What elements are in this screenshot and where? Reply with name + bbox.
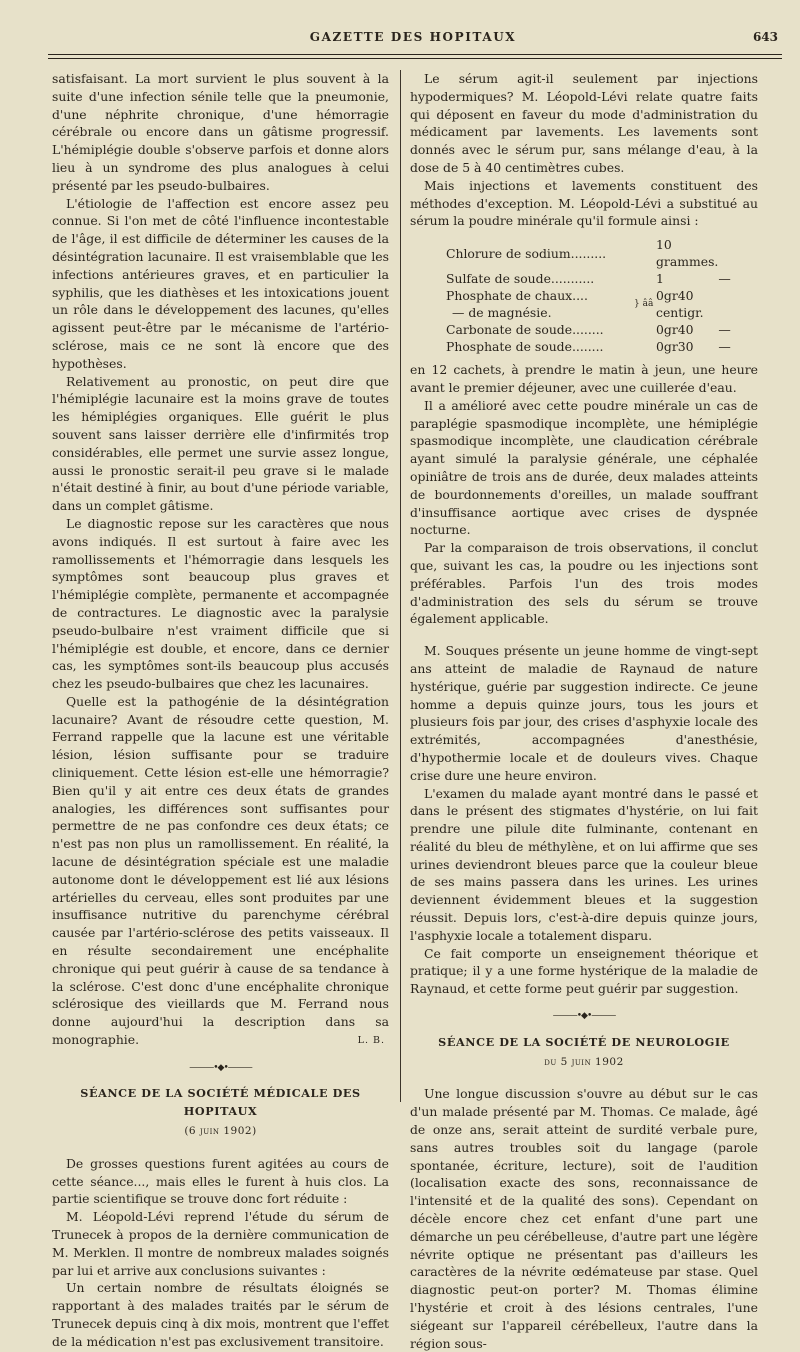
paragraph: satisfaisant. La mort survient le plus souvent à la suite d'une infection sénile telle que la pneumonie, d'une néphrite chronique, d'une hémorragie cérébrale ou encore dans un gâtisme progressif. L'hémiplégie double s'observe parfois et donne alors lieu à un syndrome des plus analogues à celui présenté par les pseudo-bulbaires. <box>52 71 389 193</box>
formula-ingredient: Sulfate de soude........... <box>446 271 595 287</box>
section-title: SÉANCE DE LA SOCIÉTÉ DE NEUROLOGIE <box>438 1034 730 1049</box>
formula-row <box>446 338 731 355</box>
formula-row <box>446 270 731 287</box>
paragraph: L'étiologie de l'affection est encore assez peu connue. Si l'on met de côté l'influence incontestable de l'âge, il est difficile de déterminer les causes de la désintégration lacunaire. Il est vraisemblable que les infections antérieures graves, et en particulier la syphilis, que les diathèses et les intoxications jouent un rôle dans le développement des lacunes, qu'elles agissent peut-être par le mécanisme de l'artério-sclérose, mais ce ne sont là encore que des hypothèses. <box>52 195 389 371</box>
left-column <box>52 70 389 1351</box>
formula-ingredient: — de magnésie. <box>452 305 552 321</box>
formula-ingredient: Chlorure de sodium......... <box>446 245 607 261</box>
formula-ingredient: Carbonate de soude........ <box>446 322 604 338</box>
formula-unit: — <box>718 322 731 338</box>
paragraph: Le sérum agit-il seulement par injections hypodermiques? M. Léopold-Lévi relate quatre faits qui déposent en faveur du mode d'administration du médicament par lavements. Les lavements sont donnés avec le sérum pur, sans mélange d'eau, à la dose de 5 à 40 centimètres cubes. <box>410 71 758 175</box>
paragraph: Ce fait comporte un enseignement théorique et pratique; il y a une forme hystérique de la maladie de Raynaud, et cette forme peut guérir par suggestion. <box>410 945 758 997</box>
header-rule-bottom <box>48 58 782 59</box>
paragraph: Par la comparaison de trois observations, il conclut que, suivant les cas, la poudre ou les injections sont préférables. Parfois l'un des trois modes d'administration des sels du sérum se trouve également applicable. <box>410 540 758 627</box>
paragraph: Mais injections et lavements constituent des méthodes d'exception. M. Léopold-Lévi a substitué au sérum la poudre minérale qu'il formule ainsi : <box>410 177 758 229</box>
formula-quantity: 10 grammes. <box>656 237 719 270</box>
formula-quantity: 0gr40 <box>656 322 694 338</box>
paragraph: De grosses questions furent agitées au cours de cette séance..., mais elles le furent à huis clos. La partie scientifique se trouve donc fort réduite : <box>52 1155 389 1207</box>
paragraph: Le diagnostic repose sur les caractères que nous avons indiqués. Il est surtout à faire avec les ramollissements et l'hémorragie dans lesquels les symptômes sont beaucoup plus graves et l'hémiplégie complète, permanente et accompagnée de contractures. Le diagnostic avec la paralysie pseudo-bulbaire n'est vraiment difficile que si l'hémiplégie est double, et encore, dans ce dernier cas, les symptômes sont-ils beaucoup plus accusés chez les pseudo-bulbaires que chez les lacunaires. <box>52 515 389 692</box>
formula-row <box>446 321 731 338</box>
page-number: 643 <box>752 30 778 44</box>
paragraph: Quelle est la pathogénie de la désintégration lacunaire? Avant de résoudre cette question, M. Ferrand rappelle que la lacune est une véritable lésion, lésion suffisante pour se traduire cliniquement. Cette lésion est-elle une hémorragie? Bien qu'il y ait entre ces deux états de grandes analogies, les différences sont suffisantes pour permettre de ne pas confondre ces deux états; ce n'est pas non plus un ramollissement. En réalité, la lacune de désintégration spéciale est une maladie autonome dont le développement est lié aux lésions artérielles du cerveau, elles sont produites par une insuffisance nutritive du parenchyme cérébral causée par l'artério-sclérose des petits vaisseaux. Il en résulte secondairement une encéphalite chronique qui peut guérir à cause de sa tendance à la sclérose. C'est donc d'une encéphalite chronique sclérosique des vieillards que M. Ferrand nous donne aujourd'hui la description dans sa monographie. <box>52 693 389 1048</box>
header-rule-top <box>48 54 782 55</box>
formula-unit: — <box>718 271 731 287</box>
formula-row <box>446 287 731 304</box>
formula-ingredient: Phosphate de soude........ <box>446 339 604 355</box>
paragraph: Un certain nombre de résultats éloignés se rapportant à des malades traités par le sérum de Trunecek depuis cinq à dix mois, montrent que l'effet de la médication n'est pas exclusivement transitoire. <box>52 1280 389 1349</box>
paragraph: M. Souques présente un jeune homme de vingt-sept ans atteint de maladie de Raynaud de nature hystérique, guérie par suggestion indirecte. Ce jeune homme a depuis quinze jours, tous les jours et plusieurs fois par jour, des crises d'asphyxie locale des extrémités, accompagnées d'anesthésie, d'hypothermie locale et de douleurs vives. Chaque crise dure une heure environ. <box>410 643 758 783</box>
formula-brace: } ââ <box>634 298 654 309</box>
paragraph: en 12 cachets, à prendre le matin à jeun, une heure avant le premier déjeuner, avec une cuillerée d'eau. <box>410 362 758 395</box>
journal-title: GAZETTE DES HOPITAUX <box>309 30 517 44</box>
section-title: SÉANCE DE LA SOCIÉTÉ MÉDICALE DES HOPITAUX <box>80 1086 361 1119</box>
formula-ingredient: Phosphate de chaux.... <box>446 288 588 304</box>
paragraph: Une longue discussion s'ouvre au début sur le cas d'un malade présenté par M. Thomas. Ce malade, âgé de onze ans, serait atteint de surdité verbale pure, sans autres troubles soit du langage (parole spontanée, écriture, lecture), soit de l'audition (localisation exacte des sons, reconnaissance de l'intensité et de la qualité des sons). Cependant on décèle encore chez cet enfant d'une part une démarche un peu cérébelleuse, d'autre part une légère névrite optique ne présentant pas d'ailleurs les caractères de la névrite œdémateuse par stase. Quel diagnostic peut-on porter? M. Thomas élimine l'hystérie et croit à des lésions centrales, l'une siégeant sur l'appareil cérébelleux, l'autre dans la région sous- <box>410 1086 758 1351</box>
formula-unit: — <box>718 339 731 355</box>
formula-quantity: 0gr30 <box>656 339 694 355</box>
formula-quantity: 1 <box>656 271 664 287</box>
column-divider <box>400 70 401 1102</box>
ornament-divider: ———•◆•——— <box>189 1062 252 1073</box>
paragraph: M. Léopold-Lévi reprend l'étude du sérum de Trunecek à propos de la dernière communication de M. Merklen. Il montre de nombreux malades soignés par lui et arrive aux conclusions suivantes : <box>52 1209 389 1278</box>
section-date: (6 juin 1902) <box>184 1125 257 1138</box>
ornament-divider: ———•◆•——— <box>552 1011 616 1022</box>
formula-table <box>446 236 731 355</box>
right-column <box>410 70 758 1352</box>
author-signature: L. B. <box>357 1034 385 1046</box>
formula-row <box>446 236 731 270</box>
paragraph: L'examen du malade ayant montré dans le passé et dans le présent des stigmates d'hystérie, on lui fait prendre une pilule dite fulminante, contenant en réalité du bleu de méthylène, et on lui affirme que ses urines deviendront bleues parce que la couleur bleue de ses mains passera dans les urines. Les urines deviennent évidemment bleues et la suggestion réussit. Depuis lors, c'est-à-dire depuis quinze jours, l'asphyxie locale a totalement disparu. <box>410 785 758 943</box>
paragraph: Relativement au pronostic, on peut dire que l'hémiplégie lacunaire est la moins grave de toutes les hémiplégies organiques. Elle guérit le plus souvent sans laisser derrière elle d'infirmités trop considérables, elle permet une survie assez longue, aussi le pronostic serait-il peu grave si le malade n'était destiné à finir, au bout d'une période variable, dans un complet gâtisme. <box>52 373 389 514</box>
formula-quantity: 0gr40 centigr. <box>656 288 704 321</box>
paragraph: Il a amélioré avec cette poudre minérale un cas de paraplégie spasmodique incomplète, une hémiplégie spasmodique incomplète, une claudication cérébrale ayant simulé la paralysie générale, une céphalée opiniâtre de trois ans de durée, deux malades atteints de bourdonnements d'oreilles, un malade souffrant d'insuffisance aortique avec crises de dyspnée nocturne. <box>410 397 758 538</box>
page-header <box>48 30 778 52</box>
section-date: du 5 juin 1902 <box>544 1055 624 1068</box>
formula-unit <box>718 236 730 270</box>
